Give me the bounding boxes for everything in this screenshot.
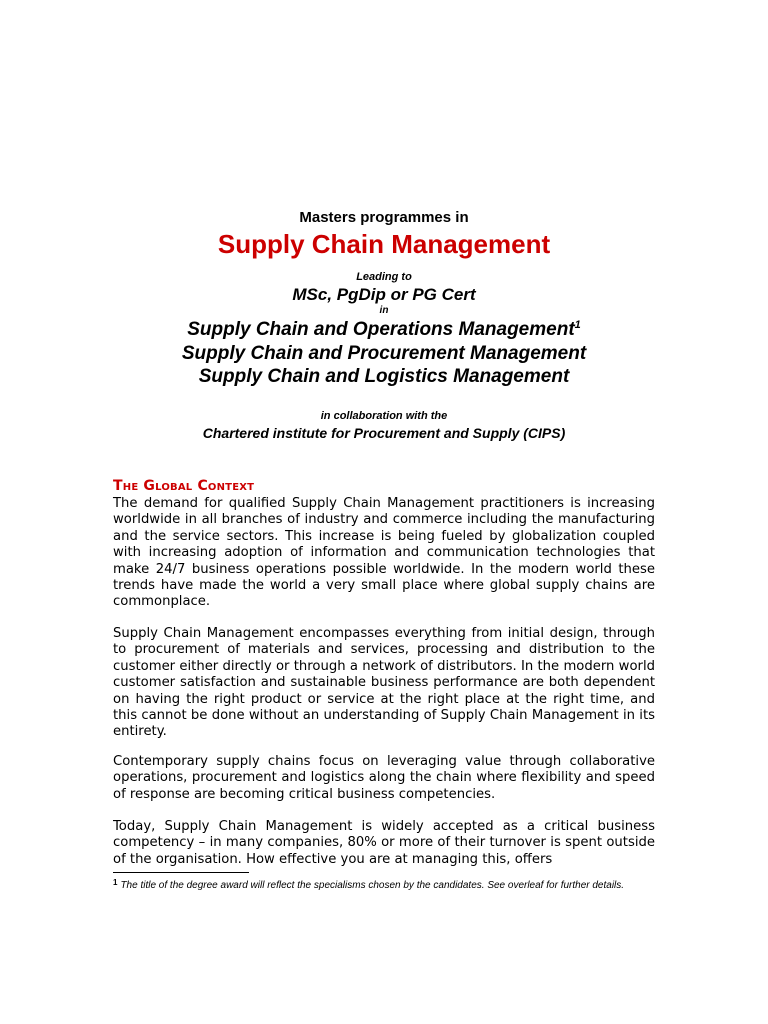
body-paragraph: Supply Chain Management encompasses everything from initial design, through to procurement of materials and services, processing and distribution to the customer either directly or through a network of distributors. In the modern world customer satisfaction and sustainable business performance are both dependent on having the right product or service at the right place at the right time, and this cannot be done without an understanding of Supply Chain Management in its entirety. xyxy=(113,626,655,740)
body-paragraph: The demand for qualified Supply Chain Management practitioners is increasing worldwide in all branches of industry and commerce including the manufacturing and the service sectors. This increase is being fueled by globalization coupled with increasing adoption of information and communication technologies that make 24/7 business operations possible worldwide. In the modern world these trends have made the world a very small place where global supply chains are commonplace. xyxy=(113,496,655,610)
programme-logistics: Supply Chain and Logistics Management xyxy=(198,366,570,387)
programme-operations-label: Supply Chain and Operations Management xyxy=(187,319,575,340)
page-title: Supply Chain Management xyxy=(217,229,551,259)
body-paragraph: Today, Supply Chain Management is widely accepted as a critical business competency – in many companies, 80% or more of their turnover is spent outside of the organisation. How effective you are at managing this, offers xyxy=(113,819,655,867)
section-heading: The Global Context xyxy=(113,478,255,494)
degree-awards: MSc, PgDip or PG Cert xyxy=(292,285,476,304)
programme-operations xyxy=(0,319,768,341)
collaboration-intro: in collaboration with the xyxy=(320,410,448,422)
collaboration-organisation: Chartered institute for Procurement and Supply (CIPS) xyxy=(202,425,566,441)
footnote-divider xyxy=(113,872,249,873)
footnote-reference: 1 xyxy=(574,319,581,331)
footnote xyxy=(113,876,658,893)
programme-intro: Masters programmes in xyxy=(299,209,469,226)
in-label: in xyxy=(379,305,389,316)
footnote-text: The title of the degree award will reflect the specialisms chosen by the candidates. See overleaf for further details. xyxy=(120,880,625,891)
programme-procurement: Supply Chain and Procurement Management xyxy=(181,343,587,364)
leading-to-label: Leading to xyxy=(356,271,412,283)
body-paragraph: Contemporary supply chains focus on leveraging value through collaborative operations, procurement and logistics along the chain where flexibility and speed of response are becoming critical business competencies. xyxy=(113,754,655,802)
footnote-mark: 1 xyxy=(113,878,118,887)
